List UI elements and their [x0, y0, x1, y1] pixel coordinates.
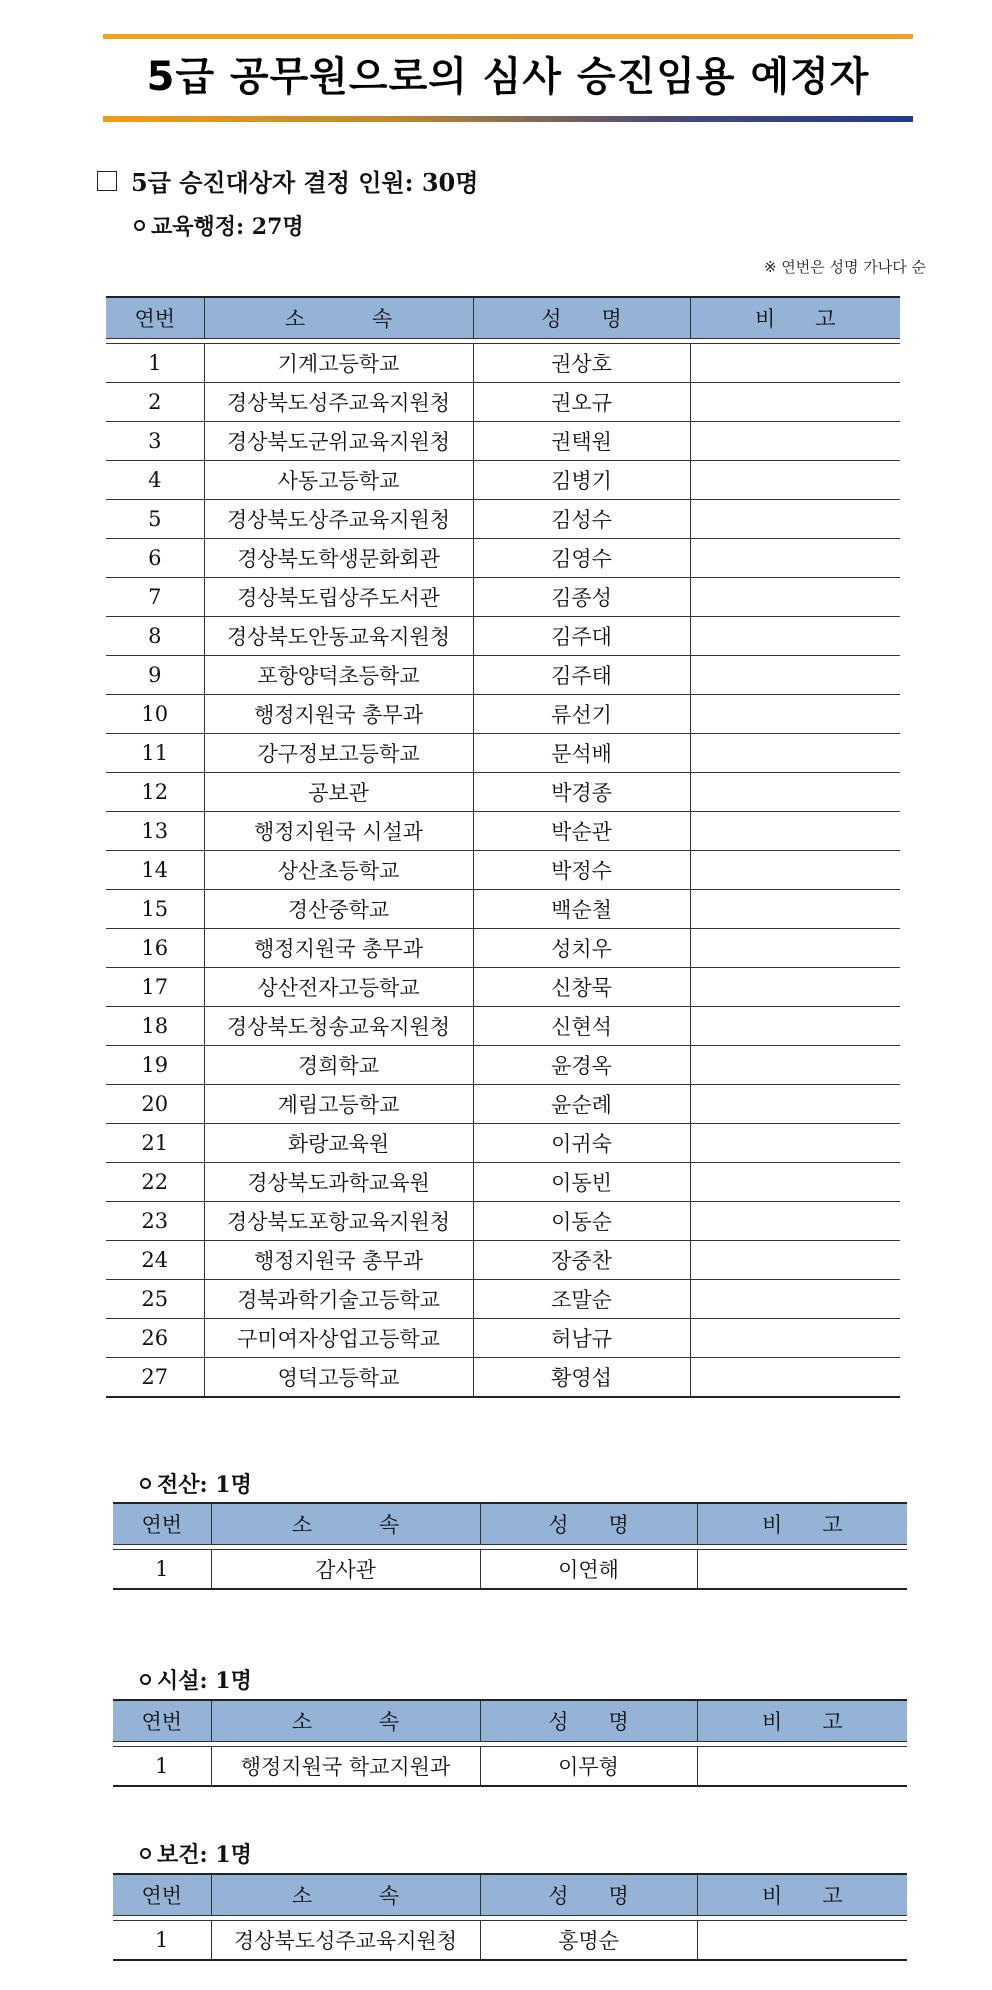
cell-name: 신현석 [473, 1007, 690, 1046]
section-heading-text: 시설: 1명 [157, 1668, 252, 1694]
cell-affiliation: 상산전자고등학교 [204, 968, 473, 1007]
section-heading-text: 전산: 1명 [157, 1472, 252, 1498]
table-row [106, 929, 900, 968]
cell-name: 홍명순 [480, 1921, 697, 1961]
cell-remark [690, 851, 900, 890]
roster-table-admin [106, 296, 900, 1398]
section-heading-facilities [140, 1664, 252, 1695]
col-header-affiliation: 소 속 [211, 1700, 480, 1742]
checkbox-icon [97, 171, 117, 191]
cell-affiliation: 공보관 [204, 773, 473, 812]
table-row [106, 344, 900, 383]
cell-name: 김성수 [473, 500, 690, 539]
cell-name: 조말순 [473, 1280, 690, 1319]
cell-affiliation: 경상북도학생문화회관 [204, 539, 473, 578]
table-row [106, 1280, 900, 1319]
table-header-row [113, 1503, 907, 1545]
table-row [106, 968, 900, 1007]
cell-remark [690, 929, 900, 968]
cell-remark [690, 890, 900, 929]
cell-affiliation: 행정지원국 총무과 [204, 695, 473, 734]
col-header-remark: 비 고 [697, 1503, 907, 1545]
section-heading-health [140, 1838, 252, 1869]
cell-remark [690, 1241, 900, 1280]
cell-remark [697, 1550, 907, 1590]
cell-no: 9 [106, 656, 204, 695]
cell-name: 김주대 [473, 617, 690, 656]
cell-remark [690, 500, 900, 539]
section-heading-it [140, 1468, 252, 1499]
cell-name: 이무형 [480, 1747, 697, 1787]
cell-remark [690, 344, 900, 383]
cell-affiliation: 강구정보고등학교 [204, 734, 473, 773]
cell-remark [690, 773, 900, 812]
table-row [106, 461, 900, 500]
table-header-row [106, 297, 900, 339]
cell-name: 권오규 [473, 383, 690, 422]
cell-affiliation: 화랑교육원 [204, 1124, 473, 1163]
circle-bullet-icon [140, 1674, 151, 1685]
cell-no: 6 [106, 539, 204, 578]
table-row [106, 539, 900, 578]
table-row [106, 1241, 900, 1280]
cell-name: 이귀숙 [473, 1124, 690, 1163]
cell-no: 7 [106, 578, 204, 617]
cell-name: 이동순 [473, 1202, 690, 1241]
cell-affiliation: 경상북도상주교육지원청 [204, 500, 473, 539]
cell-no: 25 [106, 1280, 204, 1319]
cell-name: 김영수 [473, 539, 690, 578]
table-row [106, 1007, 900, 1046]
cell-no: 1 [113, 1921, 211, 1961]
col-header-name: 성 명 [473, 297, 690, 339]
cell-no: 8 [106, 617, 204, 656]
cell-name: 윤순례 [473, 1085, 690, 1124]
table-row [106, 1085, 900, 1124]
cell-remark [690, 461, 900, 500]
page-title: 5급 공무원으로의 심사 승진임용 예정자 [146, 54, 870, 100]
cell-no: 26 [106, 1319, 204, 1358]
roster-table-it [113, 1502, 907, 1590]
cell-name: 이동빈 [473, 1163, 690, 1202]
cell-no: 3 [106, 422, 204, 461]
cell-name: 이연해 [480, 1550, 697, 1590]
cell-affiliation: 행정지원국 시설과 [204, 812, 473, 851]
cell-affiliation: 경상북도청송교육지원청 [204, 1007, 473, 1046]
cell-remark [697, 1921, 907, 1961]
circle-bullet-icon [140, 1848, 151, 1859]
cell-remark [690, 1358, 900, 1398]
cell-name: 김주태 [473, 656, 690, 695]
table-row [106, 1124, 900, 1163]
cell-name: 박경종 [473, 773, 690, 812]
cell-no: 24 [106, 1241, 204, 1280]
cell-no: 21 [106, 1124, 204, 1163]
cell-remark [690, 1319, 900, 1358]
cell-affiliation: 경상북도안동교육지원청 [204, 617, 473, 656]
cell-name: 백순철 [473, 890, 690, 929]
cell-affiliation: 경북과학기술고등학교 [204, 1280, 473, 1319]
cell-affiliation: 경상북도과학교육원 [204, 1163, 473, 1202]
col-header-no: 연번 [106, 297, 204, 339]
title-bottom-rule [103, 116, 913, 122]
table-row [106, 1319, 900, 1358]
cell-remark [690, 539, 900, 578]
table-row [106, 656, 900, 695]
cell-remark [690, 1163, 900, 1202]
cell-no: 1 [113, 1550, 211, 1590]
cell-no: 13 [106, 812, 204, 851]
col-header-affiliation: 소 속 [204, 297, 473, 339]
cell-no: 1 [113, 1747, 211, 1787]
cell-affiliation: 구미여자상업고등학교 [204, 1319, 473, 1358]
cell-name: 황영섭 [473, 1358, 690, 1398]
main-heading [97, 163, 478, 198]
cell-no: 23 [106, 1202, 204, 1241]
table-row [106, 578, 900, 617]
table-row [106, 1163, 900, 1202]
table-row [113, 1747, 907, 1787]
table-row [106, 851, 900, 890]
col-header-no: 연번 [113, 1874, 211, 1916]
table-row [106, 890, 900, 929]
cell-no: 15 [106, 890, 204, 929]
cell-affiliation: 기계고등학교 [204, 344, 473, 383]
cell-no: 4 [106, 461, 204, 500]
cell-no: 17 [106, 968, 204, 1007]
cell-affiliation: 사동고등학교 [204, 461, 473, 500]
col-header-no: 연번 [113, 1700, 211, 1742]
cell-affiliation: 포항양덕초등학교 [204, 656, 473, 695]
cell-remark [690, 812, 900, 851]
table-row [106, 1358, 900, 1398]
cell-remark [690, 578, 900, 617]
circle-bullet-icon [140, 1478, 151, 1489]
cell-no: 2 [106, 383, 204, 422]
cell-no: 10 [106, 695, 204, 734]
table-header-row [113, 1700, 907, 1742]
cell-remark [690, 1046, 900, 1085]
cell-remark [690, 656, 900, 695]
cell-remark [690, 734, 900, 773]
col-header-name: 성 명 [480, 1700, 697, 1742]
cell-affiliation: 경상북도성주교육지원청 [204, 383, 473, 422]
table-row [106, 500, 900, 539]
col-header-name: 성 명 [480, 1503, 697, 1545]
cell-affiliation: 행정지원국 총무과 [204, 929, 473, 968]
cell-no: 22 [106, 1163, 204, 1202]
section-heading-text: 보건: 1명 [157, 1842, 252, 1868]
cell-affiliation: 행정지원국 총무과 [204, 1241, 473, 1280]
cell-affiliation: 계림고등학교 [204, 1085, 473, 1124]
col-header-remark: 비 고 [690, 297, 900, 339]
title-banner [103, 34, 913, 122]
table-row [106, 1202, 900, 1241]
cell-name: 김병기 [473, 461, 690, 500]
cell-affiliation: 행정지원국 학교지원과 [211, 1747, 480, 1787]
table-row [106, 773, 900, 812]
cell-no: 27 [106, 1358, 204, 1398]
cell-remark [690, 1202, 900, 1241]
table-row [106, 734, 900, 773]
cell-affiliation: 경상북도립상주도서관 [204, 578, 473, 617]
cell-name: 박순관 [473, 812, 690, 851]
table-row [106, 695, 900, 734]
section-heading-text: 교육행정: 27명 [151, 214, 304, 240]
cell-name: 장중찬 [473, 1241, 690, 1280]
col-header-affiliation: 소 속 [211, 1503, 480, 1545]
table-row [113, 1550, 907, 1590]
cell-no: 1 [106, 344, 204, 383]
cell-remark [690, 422, 900, 461]
circle-bullet-icon [134, 220, 145, 231]
cell-no: 18 [106, 1007, 204, 1046]
cell-no: 16 [106, 929, 204, 968]
col-header-no: 연번 [113, 1503, 211, 1545]
title-top-rule [103, 34, 913, 39]
cell-remark [697, 1747, 907, 1787]
main-heading-text: 5급 승진대상자 결정 인원: 30명 [131, 168, 479, 197]
table-row [106, 383, 900, 422]
cell-remark [690, 695, 900, 734]
cell-name: 권상호 [473, 344, 690, 383]
col-header-name: 성 명 [480, 1874, 697, 1916]
cell-name: 권택원 [473, 422, 690, 461]
table-row [113, 1921, 907, 1961]
cell-affiliation: 경상북도군위교육지원청 [204, 422, 473, 461]
cell-no: 19 [106, 1046, 204, 1085]
cell-affiliation: 경상북도성주교육지원청 [211, 1921, 480, 1961]
cell-no: 12 [106, 773, 204, 812]
table-row [106, 617, 900, 656]
table-row [106, 422, 900, 461]
cell-remark [690, 617, 900, 656]
cell-name: 신창묵 [473, 968, 690, 1007]
cell-remark [690, 968, 900, 1007]
cell-affiliation: 영덕고등학교 [204, 1358, 473, 1398]
col-header-remark: 비 고 [697, 1874, 907, 1916]
table-row [106, 1046, 900, 1085]
cell-no: 20 [106, 1085, 204, 1124]
roster-table-facilities [113, 1699, 907, 1787]
col-header-affiliation: 소 속 [211, 1874, 480, 1916]
cell-no: 14 [106, 851, 204, 890]
cell-name: 김종성 [473, 578, 690, 617]
cell-name: 허남규 [473, 1319, 690, 1358]
cell-name: 류선기 [473, 695, 690, 734]
cell-remark [690, 1280, 900, 1319]
cell-remark [690, 1007, 900, 1046]
cell-affiliation: 상산초등학교 [204, 851, 473, 890]
ordering-note: ※ 연번은 성명 가나다 순 [763, 258, 926, 276]
cell-name: 박정수 [473, 851, 690, 890]
cell-affiliation: 경산중학교 [204, 890, 473, 929]
section-heading-admin [134, 210, 304, 241]
cell-remark [690, 1124, 900, 1163]
cell-name: 문석배 [473, 734, 690, 773]
cell-remark [690, 383, 900, 422]
cell-affiliation: 경상북도포항교육지원청 [204, 1202, 473, 1241]
cell-name: 성치우 [473, 929, 690, 968]
table-header-row [113, 1874, 907, 1916]
cell-remark [690, 1085, 900, 1124]
cell-no: 11 [106, 734, 204, 773]
col-header-remark: 비 고 [697, 1700, 907, 1742]
cell-no: 5 [106, 500, 204, 539]
cell-affiliation: 감사관 [211, 1550, 480, 1590]
roster-table-health [113, 1873, 907, 1961]
cell-name: 윤경옥 [473, 1046, 690, 1085]
table-row [106, 812, 900, 851]
cell-affiliation: 경희학교 [204, 1046, 473, 1085]
